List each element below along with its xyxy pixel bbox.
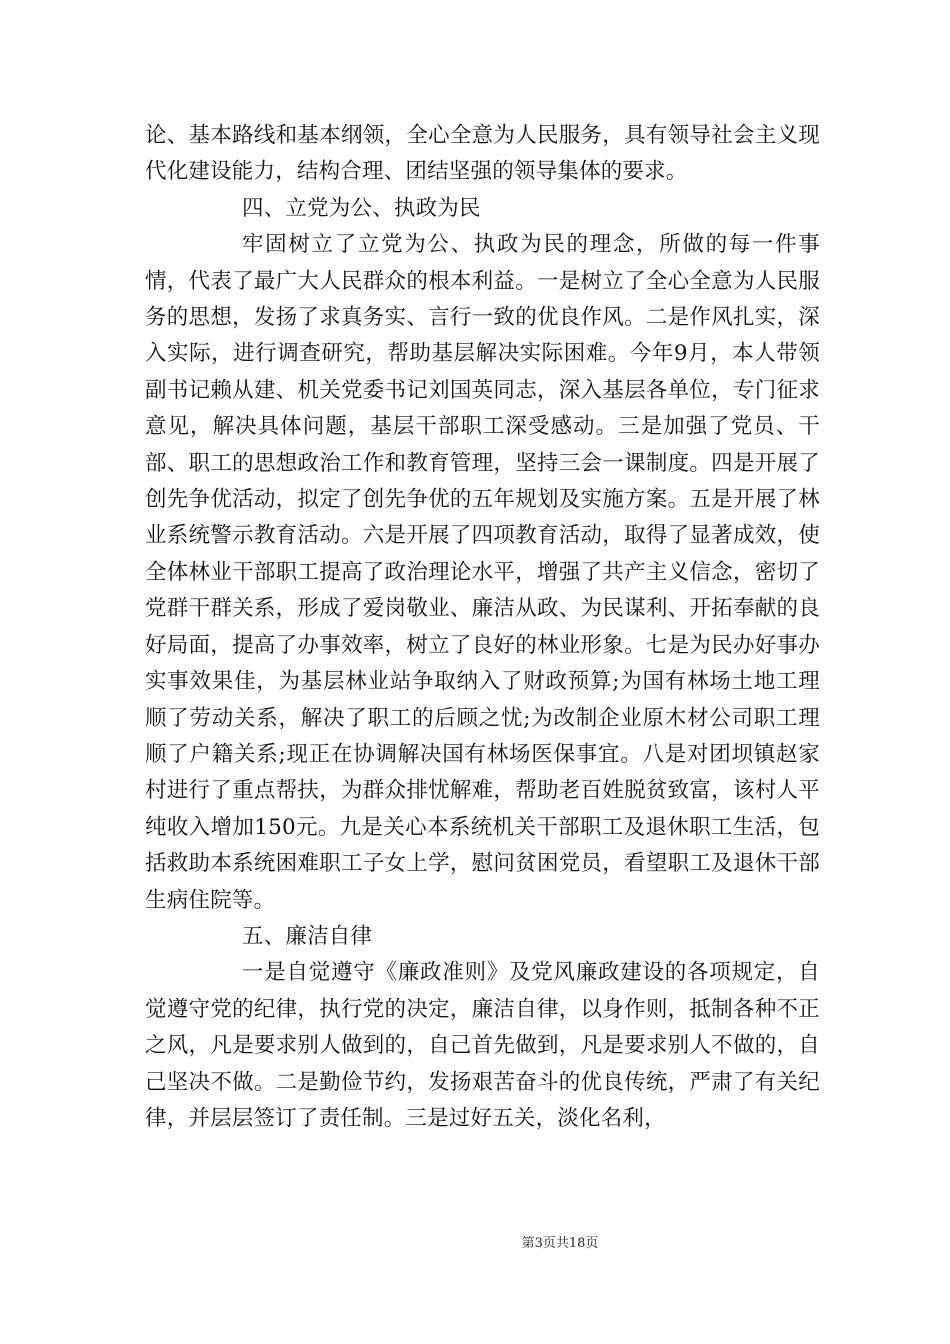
section-heading-four: 四、立党为公、执政为民 — [242, 195, 481, 221]
section-heading-five: 五、廉洁自律 — [242, 923, 373, 949]
document-body — [145, 118, 820, 1137]
paragraph-section-four: 牢固树立了立党为公、执政为民的理念，所做的每一件事情，代表了最广大人民群众的根本利益。一是树立了全心全意为人民服务的思想，发扬了求真务实、言行一致的优良作风。二是作风扎实，深入实际，进行调查研究，帮助基层解决实际困难。今年9月，本人带领副书记赖从建、机关党委书记刘国英同志，深入基层各单位，专门征求意见，解决具体问题，基层干部职工深受感动。三是加强了党员、干部、职工的思想政治工作和教育管理，坚持三会一课制度。四是开展了创先争优活动，拟定了创先争优的五年规划及实施方案。五是开展了林业系统警示教育活动。六是开展了四项教育活动，取得了显著成效，使全体林业干部职工提高了政治理论水平，增强了共产主义信念，密切了党群干群关系，形成了爱岗敬业、廉洁从政、为民谋利、开拓奉献的良好局面，提高了办事效率，树立了良好的林业形象。七是为民办好事办实事效果佳，为基层林业站争取纳入了财政预算;为国有林场土地工理顺了劳动关系，解决了职工的后顾之忧;为改制企业原木材公司职工理顺了户籍关系;现正在协调解决国有林场医保事宜。八是对团坝镇赵家村进行了重点帮扶，为群众排忧解难，帮助老百姓脱贫致富，该村人平纯收入增加150元。九是关心本系统机关干部职工及退休职工生活，包括救助本系统困难职工子女上学，慰问贫困党员，看望职工及退休干部生病住院等。 — [145, 232, 820, 913]
paragraph-section-five: 一是自觉遵守《廉政准则》及党风廉政建设的各项规定，自觉遵守党的纪律，执行党的决定，廉洁自律，以身作则，抵制各种不正之风，凡是要求别人做到的，自己首先做到，凡是要求别人不做的，自己坚决不做。二是勤俭节约，发扬艰苦奋斗的优良传统，严肃了有关纪律，并层层签订了责任制。三是过好五关，淡化名利， — [145, 960, 820, 1131]
paragraph-continued: 论、基本路线和基本纲领，全心全意为人民服务，具有领导社会主义现代化建设能力，结构合理、团结坚强的领导集体的要求。 — [145, 123, 820, 185]
page-number-footer: 第3页共18页 — [521, 1236, 599, 1251]
